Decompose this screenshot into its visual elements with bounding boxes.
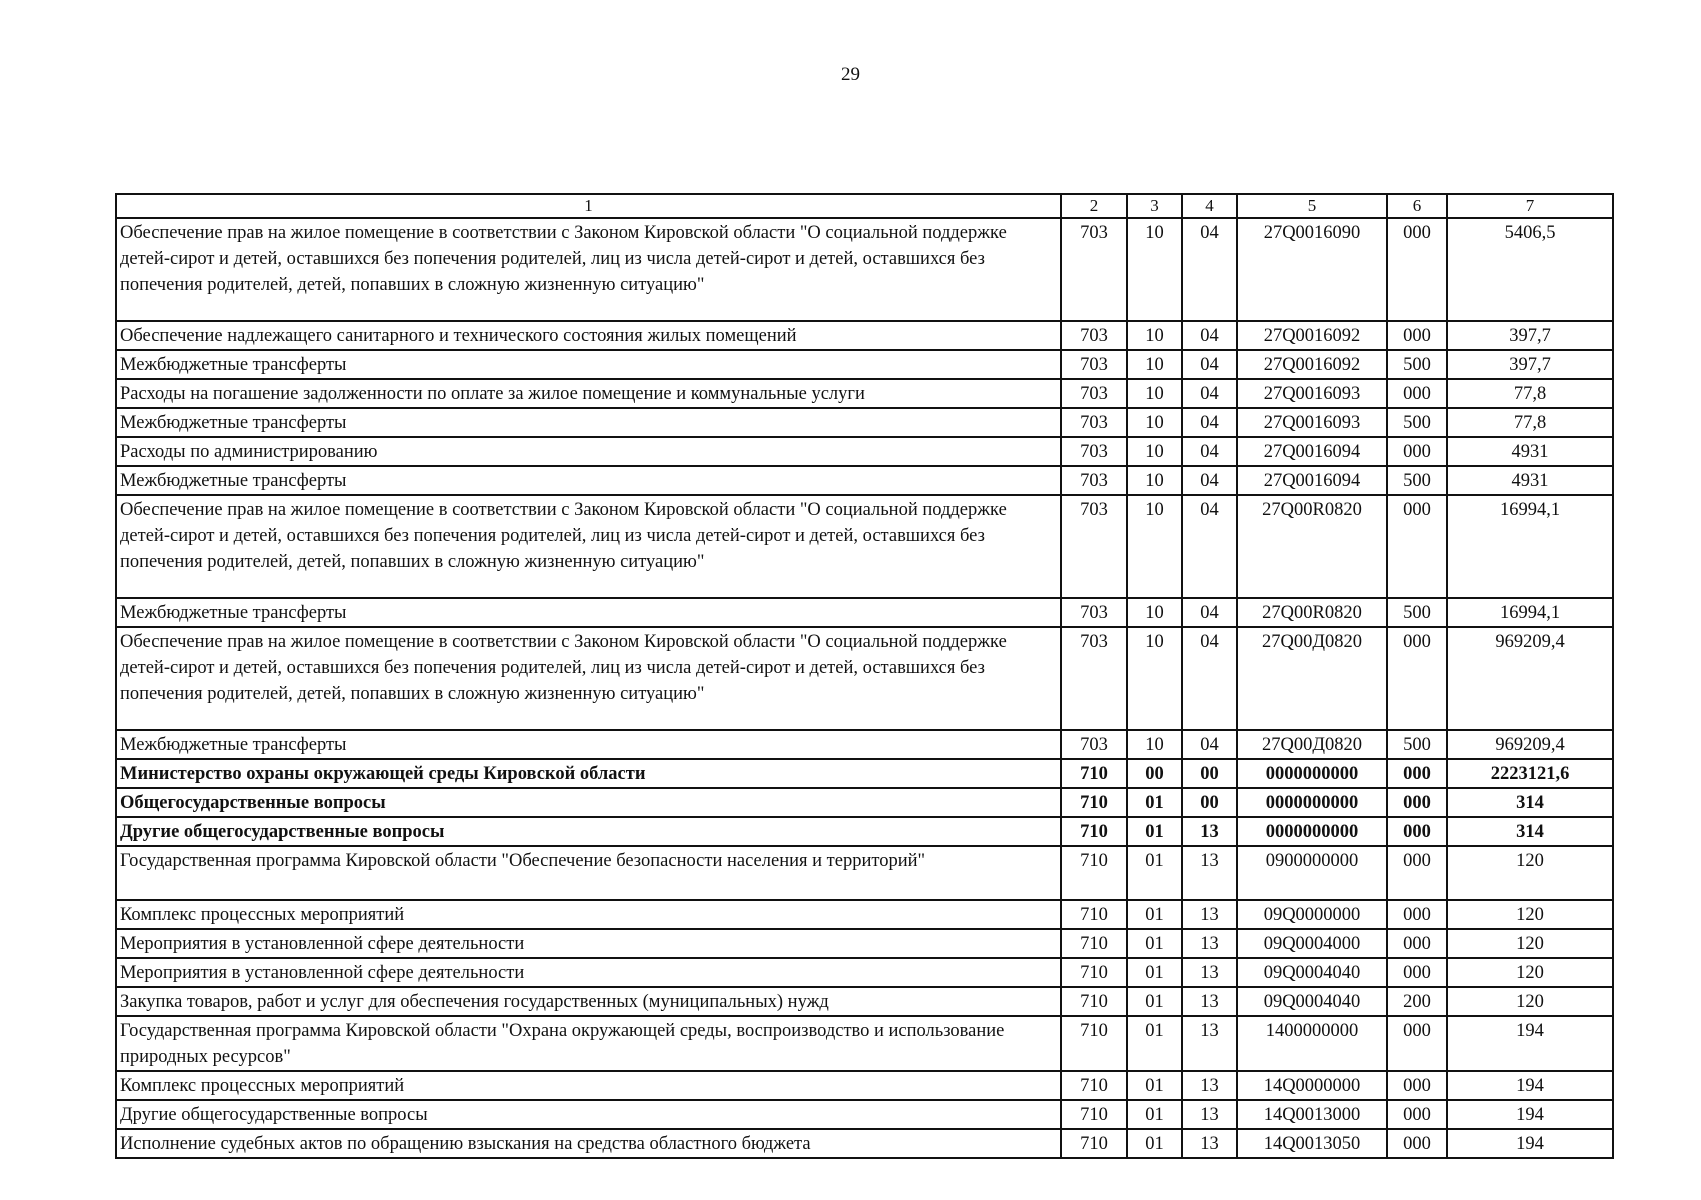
table-row (116, 437, 1613, 466)
table-row (116, 846, 1613, 900)
row-name-cell: Обеспечение прав на жилое помещение в соответствии с Законом Кировской области "О социальной поддержке детей-сирот и детей, оставшихся без попечения родителей, лиц из числа детей-сирот и детей, оставшихся без попечения родителей, детей, попавших в сложную жизненную ситуацию" (116, 627, 1061, 730)
row-code-5-cell: 27Q00R0820 (1237, 495, 1387, 598)
row-amount-cell: 120 (1447, 958, 1613, 987)
row-code-5-cell: 09Q0004040 (1237, 987, 1387, 1016)
row-amount-cell: 314 (1447, 788, 1613, 817)
row-code-2-cell: 710 (1061, 1016, 1127, 1071)
row-code-2-cell: 710 (1061, 759, 1127, 788)
row-name-cell: Общегосударственные вопросы (116, 788, 1061, 817)
row-code-6-cell: 000 (1387, 929, 1447, 958)
row-code-3-cell: 01 (1127, 846, 1182, 900)
row-code-3-cell: 10 (1127, 466, 1182, 495)
row-code-3-cell: 10 (1127, 408, 1182, 437)
row-name-cell: Обеспечение прав на жилое помещение в соответствии с Законом Кировской области "О социальной поддержке детей-сирот и детей, оставшихся без попечения родителей, лиц из числа детей-сирот и детей, оставшихся без попечения родителей, детей, попавших в сложную жизненную ситуацию" (116, 218, 1061, 321)
table-row (116, 929, 1613, 958)
row-code-4-cell: 04 (1182, 379, 1237, 408)
table-row (116, 730, 1613, 759)
table-row (116, 1129, 1613, 1158)
row-code-5-cell: 27Q0016092 (1237, 350, 1387, 379)
row-amount-cell: 4931 (1447, 466, 1613, 495)
column-header-7: 7 (1447, 194, 1613, 218)
row-code-4-cell: 04 (1182, 466, 1237, 495)
table-row (116, 350, 1613, 379)
row-code-3-cell: 01 (1127, 929, 1182, 958)
table-row (116, 817, 1613, 846)
row-code-5-cell: 27Q0016094 (1237, 437, 1387, 466)
row-code-4-cell: 04 (1182, 350, 1237, 379)
column-header-3: 3 (1127, 194, 1182, 218)
row-code-6-cell: 500 (1387, 408, 1447, 437)
row-code-5-cell: 09Q0000000 (1237, 900, 1387, 929)
row-code-2-cell: 703 (1061, 598, 1127, 627)
row-amount-cell: 120 (1447, 929, 1613, 958)
row-code-6-cell: 000 (1387, 817, 1447, 846)
row-code-4-cell: 04 (1182, 408, 1237, 437)
row-code-4-cell: 04 (1182, 321, 1237, 350)
row-code-2-cell: 703 (1061, 350, 1127, 379)
row-code-2-cell: 703 (1061, 218, 1127, 321)
row-code-3-cell: 10 (1127, 437, 1182, 466)
row-code-3-cell: 01 (1127, 987, 1182, 1016)
row-code-3-cell: 01 (1127, 817, 1182, 846)
row-code-2-cell: 710 (1061, 846, 1127, 900)
row-code-4-cell: 13 (1182, 958, 1237, 987)
row-code-5-cell: 27Q0016092 (1237, 321, 1387, 350)
row-code-2-cell: 710 (1061, 1129, 1127, 1158)
table-row (116, 379, 1613, 408)
row-code-2-cell: 703 (1061, 627, 1127, 730)
row-code-3-cell: 01 (1127, 1016, 1182, 1071)
row-code-3-cell: 10 (1127, 379, 1182, 408)
row-code-2-cell: 710 (1061, 1100, 1127, 1129)
table-row (116, 1100, 1613, 1129)
row-amount-cell: 16994,1 (1447, 495, 1613, 598)
row-code-2-cell: 710 (1061, 987, 1127, 1016)
row-name-cell: Расходы по администрированию (116, 437, 1061, 466)
row-name-cell: Мероприятия в установленной сфере деятельности (116, 958, 1061, 987)
row-code-4-cell: 13 (1182, 1071, 1237, 1100)
row-code-5-cell: 09Q0004000 (1237, 929, 1387, 958)
table-row (116, 321, 1613, 350)
row-code-5-cell: 27Q00Д0820 (1237, 627, 1387, 730)
row-code-4-cell: 13 (1182, 900, 1237, 929)
row-name-cell: Комплекс процессных мероприятий (116, 900, 1061, 929)
row-code-2-cell: 710 (1061, 817, 1127, 846)
row-amount-cell: 194 (1447, 1016, 1613, 1071)
row-code-6-cell: 500 (1387, 466, 1447, 495)
row-code-6-cell: 000 (1387, 900, 1447, 929)
row-code-6-cell: 500 (1387, 350, 1447, 379)
row-code-5-cell: 09Q0004040 (1237, 958, 1387, 987)
row-name-cell: Закупка товаров, работ и услуг для обеспечения государственных (муниципальных) нужд (116, 987, 1061, 1016)
row-name-cell: Обеспечение надлежащего санитарного и технического состояния жилых помещений (116, 321, 1061, 350)
row-code-2-cell: 703 (1061, 408, 1127, 437)
row-code-6-cell: 000 (1387, 218, 1447, 321)
table-header-row (116, 194, 1613, 218)
row-code-5-cell: 14Q0013050 (1237, 1129, 1387, 1158)
table-row (116, 466, 1613, 495)
row-code-6-cell: 000 (1387, 379, 1447, 408)
row-code-6-cell: 000 (1387, 1100, 1447, 1129)
row-code-3-cell: 10 (1127, 495, 1182, 598)
row-code-3-cell: 00 (1127, 759, 1182, 788)
row-code-4-cell: 04 (1182, 730, 1237, 759)
row-code-2-cell: 703 (1061, 730, 1127, 759)
row-code-2-cell: 710 (1061, 958, 1127, 987)
row-code-6-cell: 000 (1387, 958, 1447, 987)
row-code-4-cell: 13 (1182, 846, 1237, 900)
table-row (116, 1016, 1613, 1071)
row-code-4-cell: 13 (1182, 1129, 1237, 1158)
row-code-4-cell: 00 (1182, 788, 1237, 817)
row-code-6-cell: 000 (1387, 846, 1447, 900)
row-code-2-cell: 710 (1061, 900, 1127, 929)
row-code-3-cell: 10 (1127, 321, 1182, 350)
row-code-3-cell: 01 (1127, 1129, 1182, 1158)
row-amount-cell: 120 (1447, 846, 1613, 900)
row-amount-cell: 397,7 (1447, 350, 1613, 379)
row-name-cell: Комплекс процессных мероприятий (116, 1071, 1061, 1100)
row-code-3-cell: 10 (1127, 598, 1182, 627)
row-code-2-cell: 703 (1061, 437, 1127, 466)
row-name-cell: Мероприятия в установленной сфере деятельности (116, 929, 1061, 958)
row-amount-cell: 194 (1447, 1129, 1613, 1158)
row-code-5-cell: 27Q0016090 (1237, 218, 1387, 321)
row-code-3-cell: 01 (1127, 1071, 1182, 1100)
row-code-4-cell: 00 (1182, 759, 1237, 788)
row-code-4-cell: 04 (1182, 598, 1237, 627)
row-code-6-cell: 500 (1387, 730, 1447, 759)
row-code-6-cell: 000 (1387, 788, 1447, 817)
row-amount-cell: 16994,1 (1447, 598, 1613, 627)
table-row (116, 759, 1613, 788)
row-code-4-cell: 13 (1182, 929, 1237, 958)
row-code-2-cell: 710 (1061, 929, 1127, 958)
row-code-6-cell: 500 (1387, 598, 1447, 627)
row-code-3-cell: 10 (1127, 350, 1182, 379)
table-row (116, 408, 1613, 437)
row-code-4-cell: 04 (1182, 495, 1237, 598)
table-row (116, 598, 1613, 627)
row-code-2-cell: 703 (1061, 466, 1127, 495)
row-code-5-cell: 0000000000 (1237, 788, 1387, 817)
row-amount-cell: 120 (1447, 900, 1613, 929)
column-header-5: 5 (1237, 194, 1387, 218)
table-body (116, 218, 1613, 1158)
row-code-2-cell: 703 (1061, 495, 1127, 598)
row-amount-cell: 969209,4 (1447, 730, 1613, 759)
table-row (116, 1071, 1613, 1100)
row-code-6-cell: 000 (1387, 627, 1447, 730)
row-code-4-cell: 13 (1182, 817, 1237, 846)
row-code-6-cell: 000 (1387, 495, 1447, 598)
table-row (116, 218, 1613, 321)
row-amount-cell: 969209,4 (1447, 627, 1613, 730)
row-code-3-cell: 01 (1127, 958, 1182, 987)
table-row (116, 958, 1613, 987)
row-code-4-cell: 04 (1182, 218, 1237, 321)
row-code-5-cell: 0900000000 (1237, 846, 1387, 900)
row-amount-cell: 314 (1447, 817, 1613, 846)
row-code-5-cell: 27Q0016093 (1237, 408, 1387, 437)
column-header-2: 2 (1061, 194, 1127, 218)
row-code-3-cell: 10 (1127, 627, 1182, 730)
row-amount-cell: 397,7 (1447, 321, 1613, 350)
row-name-cell: Расходы на погашение задолженности по оплате за жилое помещение и коммунальные услуги (116, 379, 1061, 408)
row-code-5-cell: 27Q0016094 (1237, 466, 1387, 495)
column-header-4: 4 (1182, 194, 1237, 218)
row-code-3-cell: 01 (1127, 788, 1182, 817)
row-code-5-cell: 14Q0000000 (1237, 1071, 1387, 1100)
row-code-6-cell: 000 (1387, 1071, 1447, 1100)
row-code-6-cell: 000 (1387, 321, 1447, 350)
row-name-cell: Исполнение судебных актов по обращению взыскания на средства областного бюджета (116, 1129, 1061, 1158)
row-code-6-cell: 000 (1387, 1129, 1447, 1158)
row-amount-cell: 77,8 (1447, 379, 1613, 408)
row-code-3-cell: 10 (1127, 218, 1182, 321)
budget-table (115, 193, 1614, 1159)
row-name-cell: Межбюджетные трансферты (116, 466, 1061, 495)
row-name-cell: Межбюджетные трансферты (116, 730, 1061, 759)
column-header-1: 1 (116, 194, 1061, 218)
row-code-5-cell: 1400000000 (1237, 1016, 1387, 1071)
row-name-cell: Министерство охраны окружающей среды Кировской области (116, 759, 1061, 788)
row-name-cell: Другие общегосударственные вопросы (116, 1100, 1061, 1129)
row-amount-cell: 2223121,6 (1447, 759, 1613, 788)
row-code-3-cell: 01 (1127, 900, 1182, 929)
row-amount-cell: 4931 (1447, 437, 1613, 466)
table-row (116, 900, 1613, 929)
row-code-5-cell: 14Q0013000 (1237, 1100, 1387, 1129)
row-name-cell: Межбюджетные трансферты (116, 598, 1061, 627)
row-amount-cell: 77,8 (1447, 408, 1613, 437)
row-code-4-cell: 04 (1182, 627, 1237, 730)
row-code-3-cell: 10 (1127, 730, 1182, 759)
row-code-6-cell: 000 (1387, 437, 1447, 466)
row-name-cell: Межбюджетные трансферты (116, 350, 1061, 379)
table-row (116, 987, 1613, 1016)
row-name-cell: Государственная программа Кировской области "Охрана окружающей среды, воспроизводство и использование природных ресурсов" (116, 1016, 1061, 1071)
row-amount-cell: 194 (1447, 1071, 1613, 1100)
table-row (116, 495, 1613, 598)
row-code-4-cell: 04 (1182, 437, 1237, 466)
row-code-2-cell: 703 (1061, 321, 1127, 350)
row-code-3-cell: 01 (1127, 1100, 1182, 1129)
row-code-4-cell: 13 (1182, 1100, 1237, 1129)
row-code-5-cell: 0000000000 (1237, 759, 1387, 788)
row-code-6-cell: 000 (1387, 759, 1447, 788)
row-code-6-cell: 200 (1387, 987, 1447, 1016)
column-header-6: 6 (1387, 194, 1447, 218)
row-amount-cell: 120 (1447, 987, 1613, 1016)
row-code-5-cell: 0000000000 (1237, 817, 1387, 846)
row-name-cell: Другие общегосударственные вопросы (116, 817, 1061, 846)
row-name-cell: Обеспечение прав на жилое помещение в соответствии с Законом Кировской области "О социальной поддержке детей-сирот и детей, оставшихся без попечения родителей, лиц из числа детей-сирот и детей, оставшихся без попечения родителей, детей, попавших в сложную жизненную ситуацию" (116, 495, 1061, 598)
page-number: 29 (841, 64, 860, 85)
table-row (116, 788, 1613, 817)
row-code-5-cell: 27Q0016093 (1237, 379, 1387, 408)
row-code-4-cell: 13 (1182, 987, 1237, 1016)
row-code-2-cell: 703 (1061, 379, 1127, 408)
row-amount-cell: 5406,5 (1447, 218, 1613, 321)
table-row (116, 627, 1613, 730)
row-name-cell: Государственная программа Кировской области "Обеспечение безопасности населения и территорий" (116, 846, 1061, 900)
row-amount-cell: 194 (1447, 1100, 1613, 1129)
row-code-4-cell: 13 (1182, 1016, 1237, 1071)
row-name-cell: Межбюджетные трансферты (116, 408, 1061, 437)
row-code-2-cell: 710 (1061, 788, 1127, 817)
row-code-2-cell: 710 (1061, 1071, 1127, 1100)
row-code-5-cell: 27Q00Д0820 (1237, 730, 1387, 759)
row-code-6-cell: 000 (1387, 1016, 1447, 1071)
row-code-5-cell: 27Q00R0820 (1237, 598, 1387, 627)
